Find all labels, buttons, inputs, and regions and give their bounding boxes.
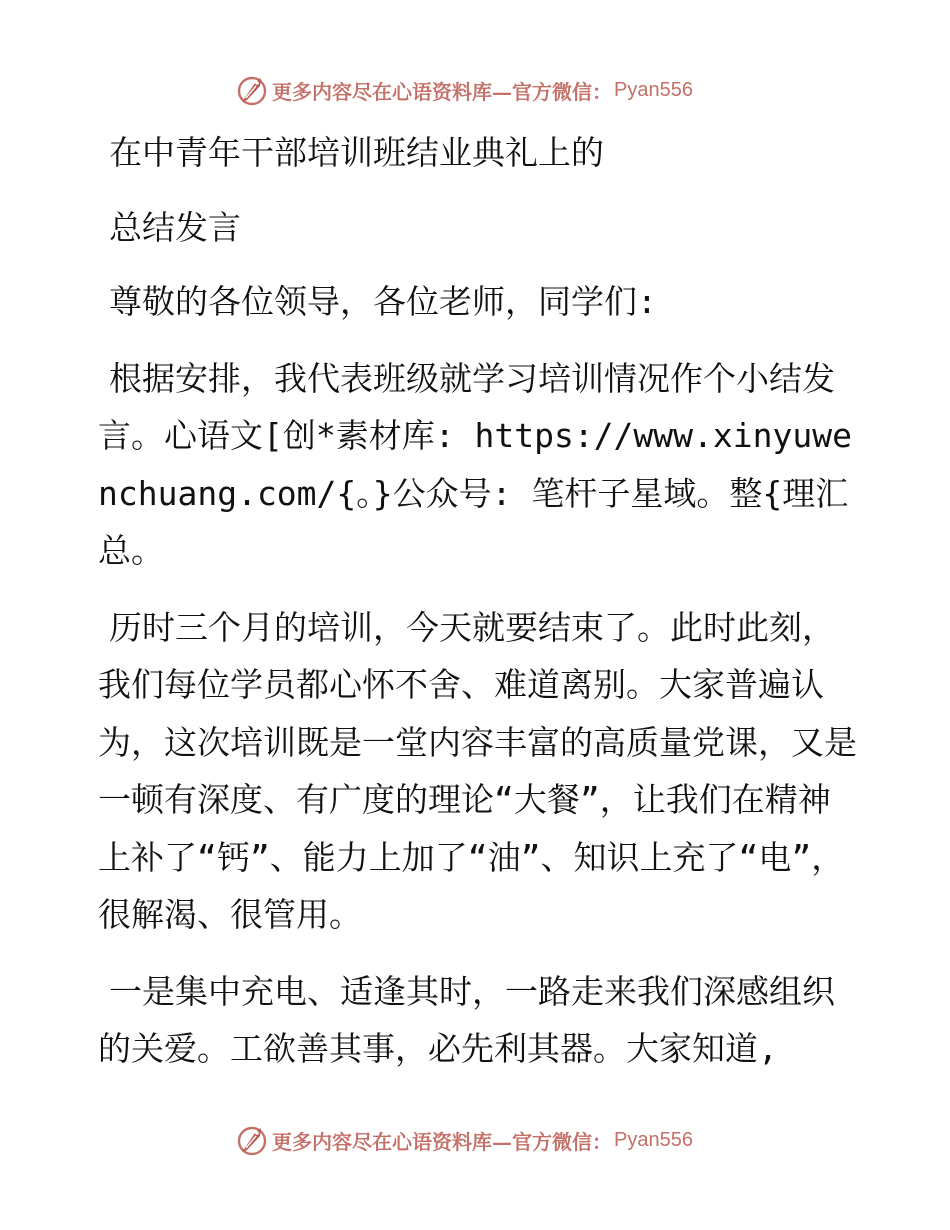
document-body: [98, 124, 858, 1097]
footer-watermark: [236, 1122, 736, 1158]
point-one-paragraph: 一是集中充电、适逢其时，一路走来我们深感组织的关爱。工欲善其事，必先利其器。大家知道,: [98, 971, 835, 1068]
watermark-text: 更多内容尽在心语资料库—官方微信：: [272, 1129, 612, 1154]
pen-nib-logo-icon: [236, 1124, 268, 1156]
watermark-text: 更多内容尽在心语资料库—官方微信：: [272, 79, 612, 104]
header-watermark: [236, 72, 736, 108]
body-paragraph: 历时三个月的培训，今天就要结束了。此时此刻，我们每位学员都心怀不舍、难道离别。大家普遍认为，这次培训既是一堂内容丰富的高质量党课，又是一顿有深度、有广度的理论“大餐”，让我们在精神上补了“钙”、能力上加了“油”、知识上充了“电”，很解渴、很管用。: [98, 607, 857, 934]
salutation-paragraph: 尊敬的各位领导，各位老师，同学们:: [109, 282, 657, 321]
document-title-line-1: 在中青年干部培训班结业典礼上的: [109, 133, 604, 172]
watermark-contact: Pyan556: [614, 1128, 693, 1151]
watermark-contact: Pyan556: [614, 78, 693, 101]
document-title-line-2: 总结发言: [109, 207, 241, 247]
pen-nib-logo-icon: [236, 74, 268, 106]
intro-paragraph: 根据安排，我代表班级就学习培训情况作个小结发言。心语文[创*素材库: https://www.xinyuwenchuang.com/{。}公众号: 笔杆子星域。整{理汇总。: [98, 358, 852, 570]
